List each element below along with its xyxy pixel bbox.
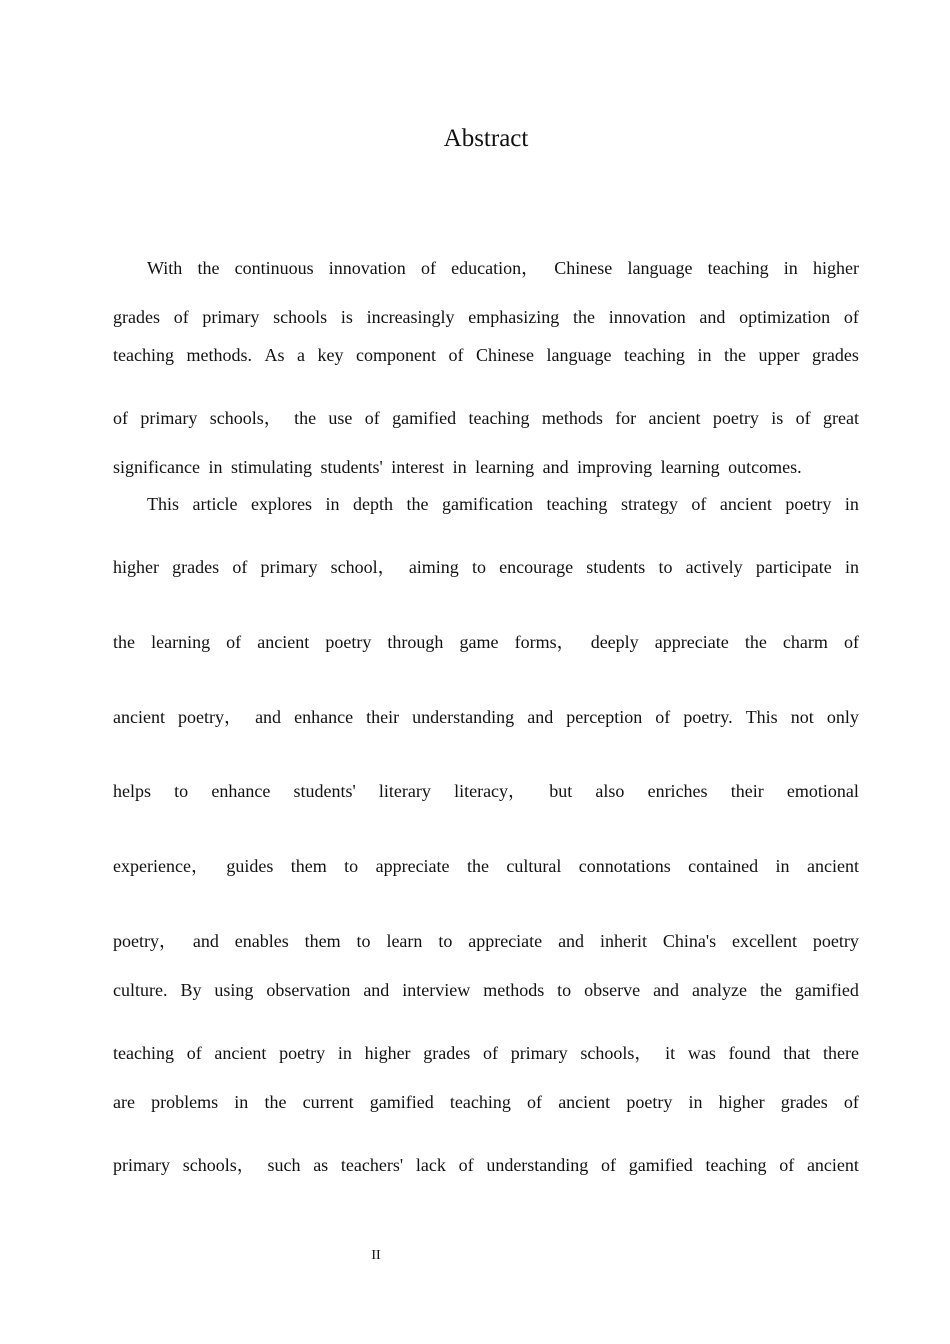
word: only — [826, 707, 859, 727]
word: to — [438, 931, 453, 951]
word: understanding — [486, 1155, 589, 1175]
body-text-line — [113, 1041, 859, 1065]
word: emotional — [786, 781, 859, 801]
word: poetry， — [113, 931, 177, 951]
word: of — [113, 408, 128, 428]
word: observe — [584, 980, 641, 1000]
word: ancient — [719, 494, 772, 514]
word: charm — [782, 632, 828, 652]
word: and — [527, 707, 554, 727]
word: ancient — [806, 1155, 859, 1175]
word: the — [759, 980, 782, 1000]
word: understanding — [412, 707, 515, 727]
word: poetry — [785, 494, 832, 514]
word: excellent — [731, 931, 797, 951]
word: in — [783, 258, 798, 278]
word: of — [601, 1155, 617, 1175]
word: methods — [541, 408, 603, 428]
word: students' — [293, 781, 356, 801]
word: enhance — [211, 781, 271, 801]
word: of — [186, 1043, 202, 1063]
word: ancient — [806, 856, 859, 876]
word: the — [406, 494, 429, 514]
word: that — [783, 1043, 811, 1063]
word: a — [297, 345, 305, 365]
word: great — [822, 408, 859, 428]
word: such — [267, 1155, 301, 1175]
word: as — [313, 1155, 329, 1175]
word: the — [572, 307, 595, 327]
body-text-line — [113, 854, 859, 878]
body-text-line — [113, 779, 859, 803]
word: perception — [566, 707, 643, 727]
word: of — [458, 1155, 474, 1175]
word: the — [466, 856, 489, 876]
word: forms， — [514, 632, 575, 652]
word: the — [744, 632, 767, 652]
body-text-line — [113, 929, 859, 953]
word: problems — [151, 1092, 219, 1112]
word: teaching — [546, 494, 608, 514]
word: China's — [662, 931, 717, 951]
word: and — [363, 980, 390, 1000]
word: poetry — [626, 1092, 673, 1112]
word: methods — [483, 980, 545, 1000]
word: ancient — [648, 408, 701, 428]
word: of — [527, 1092, 543, 1112]
word: innovation — [328, 258, 406, 278]
word: enhance — [294, 707, 354, 727]
word: upper — [758, 345, 800, 365]
word: higher — [113, 557, 159, 577]
word: of — [482, 1043, 498, 1063]
word: cultural — [506, 856, 562, 876]
word: was — [687, 1043, 716, 1063]
word: of — [448, 345, 464, 365]
word: of — [843, 307, 859, 327]
word: actively — [685, 557, 743, 577]
body-text-line — [113, 343, 859, 367]
word: of — [226, 632, 242, 652]
word: primary — [202, 307, 260, 327]
word: and — [192, 931, 219, 951]
word: primary — [140, 408, 198, 428]
word: in — [697, 345, 712, 365]
word: innovation — [608, 307, 686, 327]
word: component — [356, 345, 436, 365]
word: language — [627, 258, 693, 278]
word: poetry — [812, 931, 859, 951]
body-text-line — [113, 1153, 859, 1177]
body-text-line — [147, 492, 859, 516]
word: deeply — [590, 632, 639, 652]
word: and — [255, 707, 282, 727]
word: in — [688, 1092, 703, 1112]
word: interview — [402, 980, 471, 1000]
word: schools， — [182, 1155, 255, 1175]
word: for — [615, 408, 637, 428]
word: and — [653, 980, 680, 1000]
word: teaching — [113, 345, 174, 365]
word: to — [471, 557, 486, 577]
word: to — [658, 557, 673, 577]
word: primary — [113, 1155, 170, 1175]
word: connotations — [578, 856, 671, 876]
word: Chinese — [554, 258, 613, 278]
word: experience， — [113, 856, 209, 876]
word: gamified — [392, 408, 457, 428]
word: to — [174, 781, 189, 801]
word: With — [147, 258, 183, 278]
word: poetry， — [178, 707, 243, 727]
word: ancient — [257, 632, 310, 652]
word: there — [823, 1043, 859, 1063]
word: learn — [386, 931, 423, 951]
word: teaching — [705, 1155, 767, 1175]
word: guides — [226, 856, 274, 876]
word: This — [745, 707, 778, 727]
word: literary — [378, 781, 431, 801]
word: to — [356, 931, 371, 951]
word: of — [843, 632, 859, 652]
word: continuous — [234, 258, 314, 278]
word: By — [180, 980, 202, 1000]
word: the — [113, 632, 135, 652]
word: higher — [364, 1043, 411, 1063]
word: schools， — [580, 1043, 653, 1063]
body-text-line — [147, 256, 859, 280]
word: primary — [260, 557, 318, 577]
word: in — [337, 1043, 352, 1063]
body-text-line — [113, 305, 859, 329]
word: teaching — [468, 408, 530, 428]
body-text-line — [113, 978, 859, 1002]
word: students — [586, 557, 646, 577]
word: of — [655, 707, 671, 727]
word: gamification — [441, 494, 533, 514]
word: their — [366, 707, 400, 727]
word: poetry. — [683, 707, 733, 727]
word: to — [344, 856, 359, 876]
word: poetry — [325, 632, 372, 652]
word: are — [113, 1092, 135, 1112]
word: enables — [234, 931, 289, 951]
word: inherit — [599, 931, 647, 951]
word: in — [844, 557, 859, 577]
word: not — [790, 707, 814, 727]
word: of — [364, 408, 380, 428]
word: the — [197, 258, 220, 278]
word: teaching — [449, 1092, 511, 1112]
word: gamified — [369, 1092, 434, 1112]
word: analyze — [692, 980, 747, 1000]
word: lack — [415, 1155, 446, 1175]
word: Chinese — [475, 345, 534, 365]
word: ancient — [113, 707, 165, 727]
word: of — [795, 408, 811, 428]
word: appreciate — [375, 856, 450, 876]
word: poetry — [712, 408, 759, 428]
word: grades — [780, 1092, 828, 1112]
word: higher — [718, 1092, 765, 1112]
word: This — [147, 494, 180, 514]
word: aiming — [408, 557, 459, 577]
word: language — [546, 345, 612, 365]
word: ancient — [214, 1043, 267, 1063]
body-text-line — [113, 630, 859, 654]
word: to — [557, 980, 572, 1000]
word: in — [325, 494, 340, 514]
word: teaching — [113, 1043, 174, 1063]
word: optimization — [739, 307, 831, 327]
word: in — [234, 1092, 249, 1112]
word: their — [730, 781, 764, 801]
word: found — [728, 1043, 771, 1063]
word: gamified — [794, 980, 859, 1000]
word: emphasizing — [468, 307, 560, 327]
word: of — [420, 258, 436, 278]
word: grades — [423, 1043, 471, 1063]
word: use — [328, 408, 353, 428]
word: but — [549, 781, 573, 801]
word: grades — [811, 345, 859, 365]
word: participate — [755, 557, 832, 577]
word: through — [387, 632, 444, 652]
word: appreciate — [468, 931, 543, 951]
word: gamified — [628, 1155, 693, 1175]
word: encourage — [499, 557, 574, 577]
word: in — [775, 856, 790, 876]
word: school， — [330, 557, 396, 577]
word: also — [595, 781, 625, 801]
page-number: II — [371, 1248, 381, 1263]
word: methods. — [186, 345, 252, 365]
word: teaching — [623, 345, 685, 365]
word: using — [214, 980, 254, 1000]
word: learning — [151, 632, 211, 652]
word: them — [304, 931, 341, 951]
word: the — [264, 1092, 287, 1112]
body-text-line — [113, 1090, 859, 1114]
body-text-line — [113, 705, 859, 729]
word: of — [691, 494, 707, 514]
word: it — [665, 1043, 676, 1063]
abstract-title: Abstract — [443, 125, 529, 152]
word: helps — [113, 781, 151, 801]
word: increasingly — [366, 307, 455, 327]
word: teaching — [707, 258, 769, 278]
word: key — [317, 345, 344, 365]
body-text-line: significance in stimulating students' interest in learning and improving learning outcomes. — [113, 457, 802, 477]
word: current — [302, 1092, 354, 1112]
word: teachers' — [340, 1155, 404, 1175]
word: culture. — [113, 980, 168, 1000]
body-text-line — [113, 406, 859, 430]
word: grades — [113, 307, 160, 327]
word: primary — [510, 1043, 568, 1063]
word: of — [173, 307, 189, 327]
word: of — [843, 1092, 859, 1112]
word: poetry — [279, 1043, 326, 1063]
word: schools， — [209, 408, 282, 428]
word: explores — [250, 494, 312, 514]
word: of — [232, 557, 248, 577]
word: of — [779, 1155, 795, 1175]
word: is — [340, 307, 353, 327]
word: contained — [688, 856, 759, 876]
word: and — [558, 931, 585, 951]
word: literacy， — [454, 781, 527, 801]
word: appreciate — [654, 632, 729, 652]
body-text-line — [113, 555, 859, 579]
word: observation — [266, 980, 351, 1000]
word: ancient — [558, 1092, 611, 1112]
word: the — [294, 408, 317, 428]
word: education， — [451, 258, 540, 278]
word: article — [192, 494, 238, 514]
word: As — [264, 345, 285, 365]
word: strategy — [620, 494, 678, 514]
word: game — [459, 632, 499, 652]
word: the — [723, 345, 746, 365]
word: in — [844, 494, 859, 514]
word: depth — [352, 494, 393, 514]
word: them — [290, 856, 327, 876]
word: schools — [273, 307, 328, 327]
word: is — [771, 408, 784, 428]
word: enriches — [647, 781, 708, 801]
word: grades — [172, 557, 220, 577]
word: higher — [812, 258, 859, 278]
word: and — [699, 307, 726, 327]
